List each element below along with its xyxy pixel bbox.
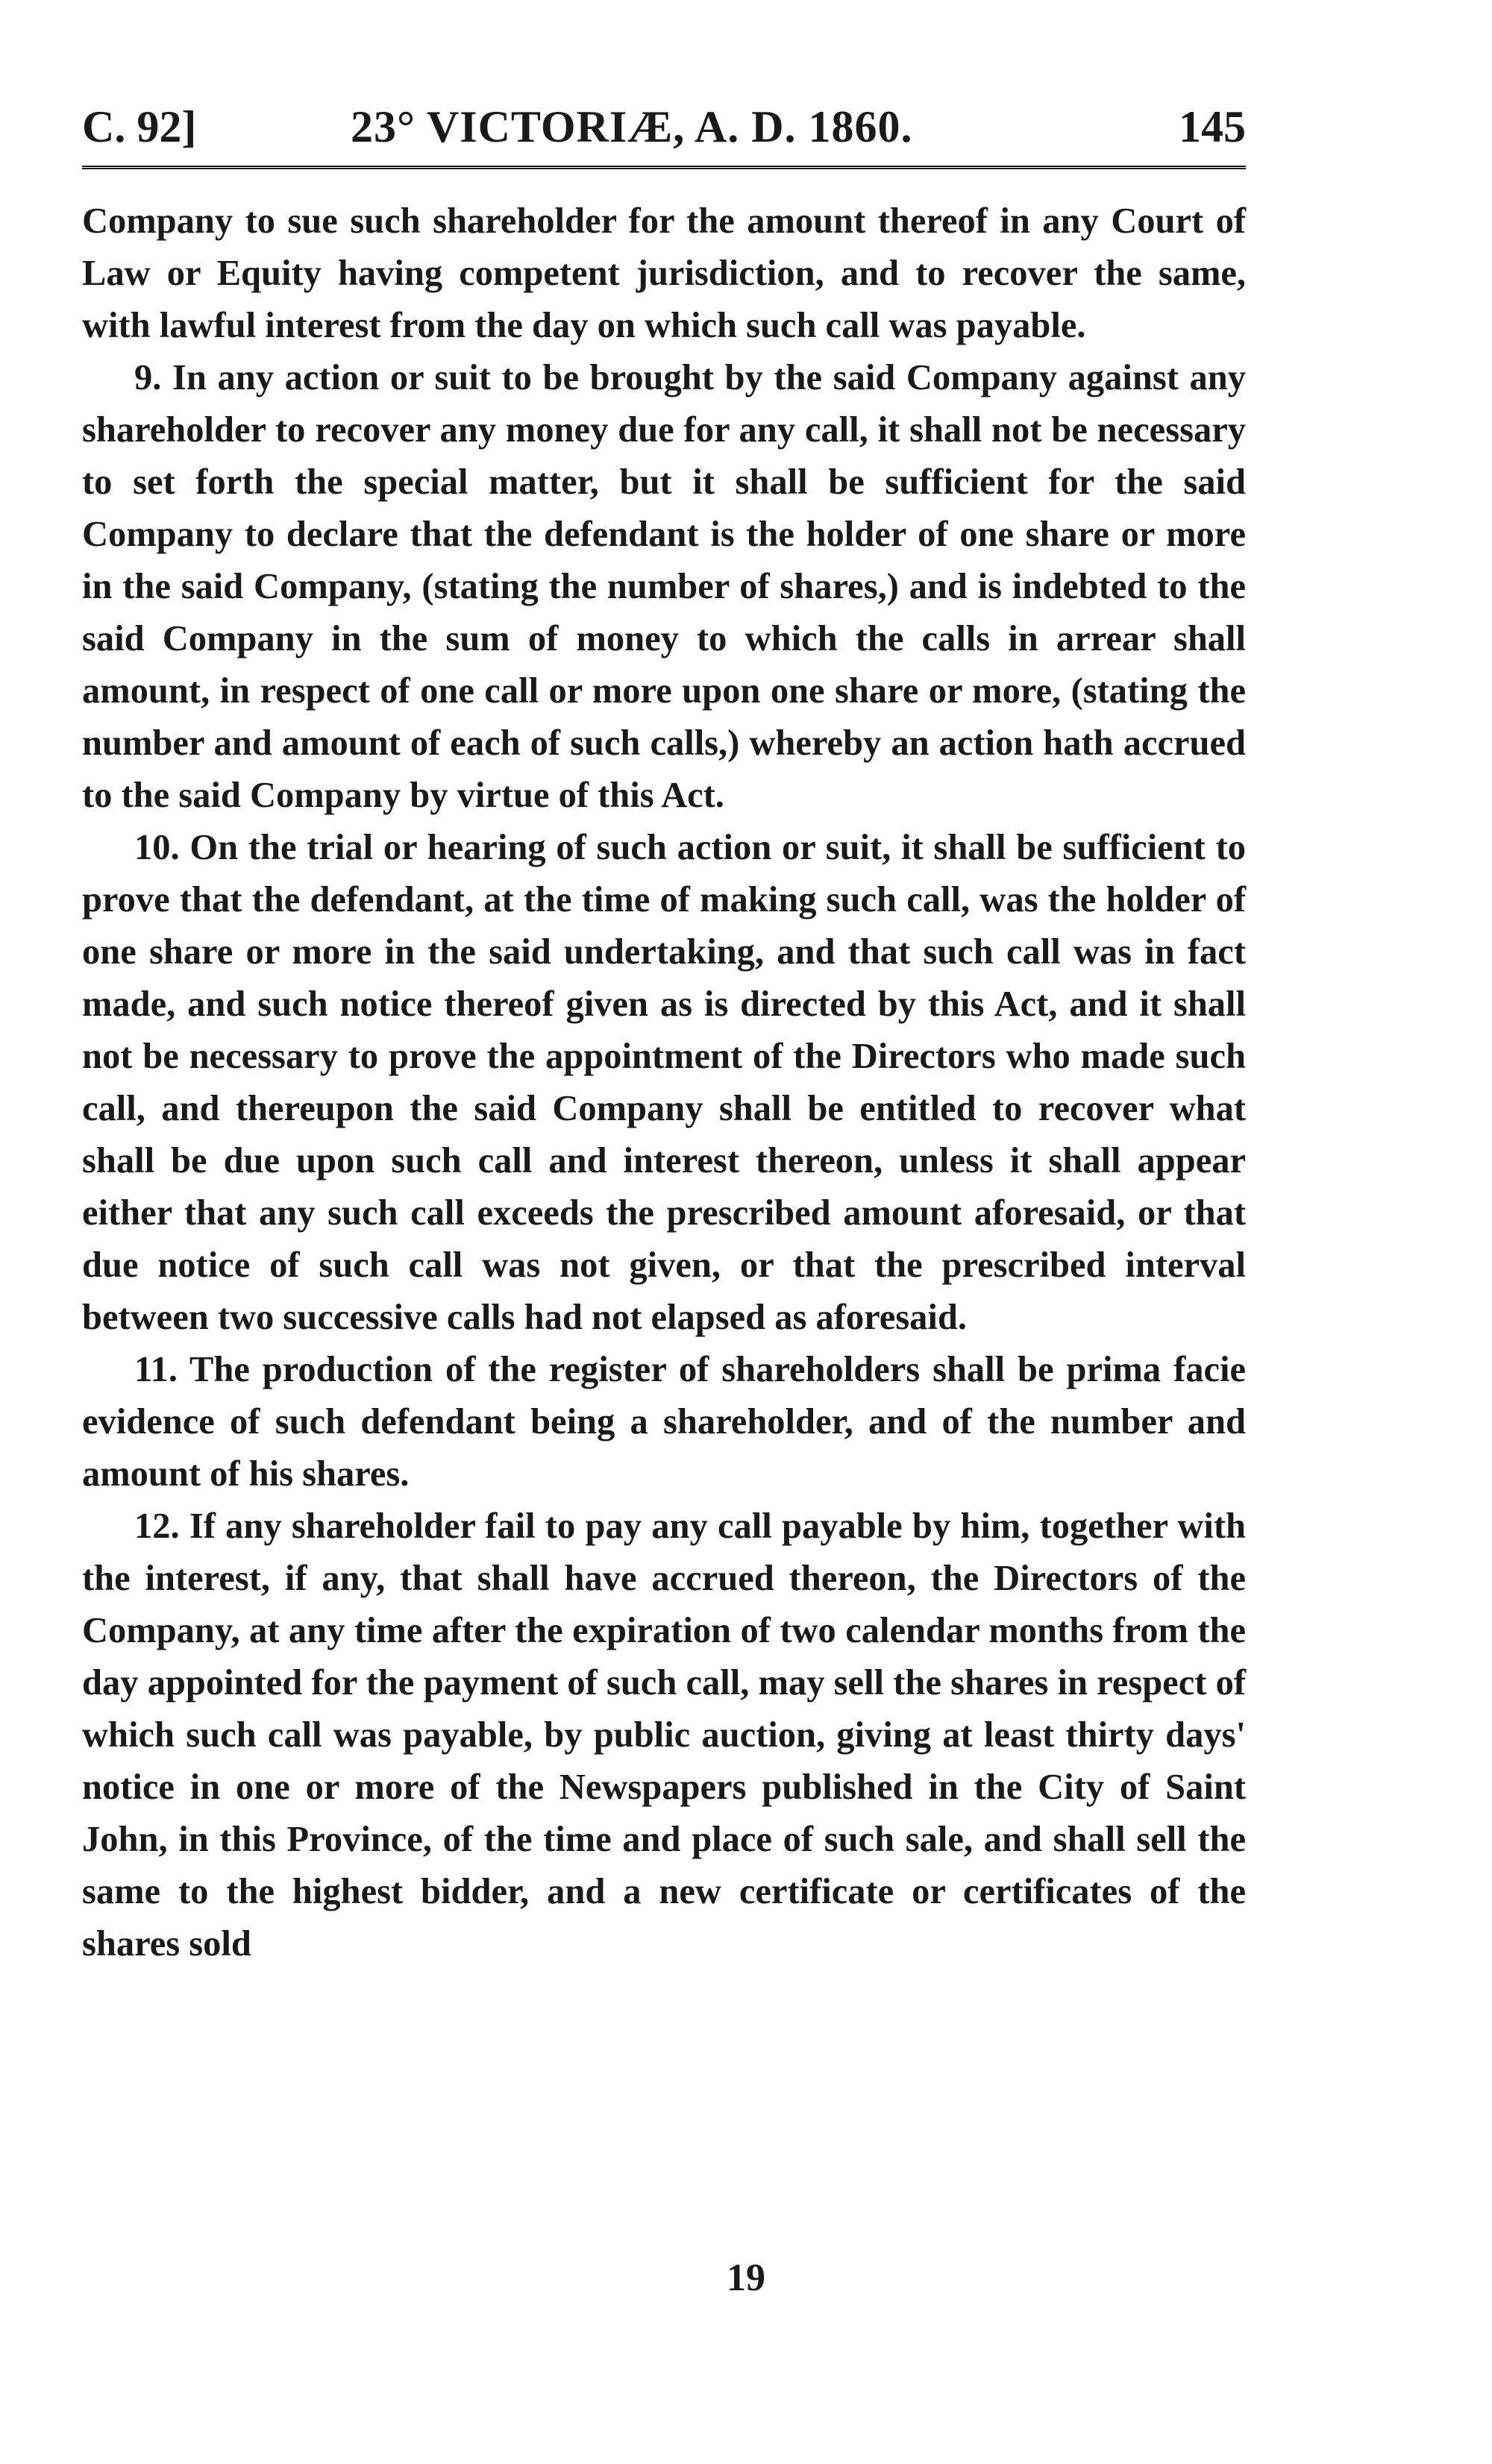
section-11: 11. The production of the register of shareholders shall be prima facie evidence of such defendant being a shareholder, and of the number and amount of his shares. (82, 1350, 1246, 1494)
page-number: 145 (1179, 102, 1246, 151)
paragraph-continuation: Company to sue such shareholder for the amount thereof in any Court of Law or Equity having competent jurisdiction, and to recover the same, with lawful interest from the day on which such call was payable. (82, 201, 1246, 345)
section-10: 10. On the trial or hearing of such action or suit, it shall be sufficient to prove that the defendant, at the time of making such call, was the holder of one share or more in the said undertaking, and that such call was in fact made, and such notice thereof given as is directed by this Act, and it shall not be necessary to prove the appointment of the Directors who made such call, and thereupon the said Company shall be entitled to recover what shall be due upon such call and interest thereon, unless it shall appear either that any such call exceeds the prescribed amount aforesaid, or that due notice of such call was not given, or that the prescribed interval between two successive calls had not elapsed as aforesaid. (82, 828, 1246, 1337)
statute-title: 23° VICTORIÆ, A. D. 1860. (351, 102, 913, 151)
section-12: 12. If any shareholder fail to pay any call payable by him, together with the interest, if any, that shall have accrued thereon, the Directors of the Company, at any time after the expiration of two calendar months from the day appointed for the payment of such call, may sell the shares in respect of which such call was payable, by public auction, giving at least thirty days' notice in one or more of the Newspapers published in the City of Saint John, in this Province, of the time and place of such sale, and shall sell the same to the highest bidder, and a new certificate or certificates of the shares sold (82, 1506, 1246, 1964)
signature-mark: 19 (727, 2257, 765, 2299)
section-9: 9. In any action or suit to be brought by the said Company against any shareholder to recover any money due for any call, it shall not be necessary to set forth the special matter, but it shall be sufficient for the said Company to declare that the defendant is the holder of one share or more in the said Company, (stating the number of shares,) and is indebted to the said Company in the sum of money to which the calls in arrear shall amount, in respect of one call or more upon one share or more, (stating the number and amount of each of such calls,) whereby an action hath accrued to the said Company by virtue of this Act. (82, 358, 1246, 815)
header-rule (82, 166, 1246, 169)
chapter-reference: C. 92] (82, 102, 197, 151)
body-text (82, 195, 1246, 1970)
running-header (82, 97, 1246, 157)
